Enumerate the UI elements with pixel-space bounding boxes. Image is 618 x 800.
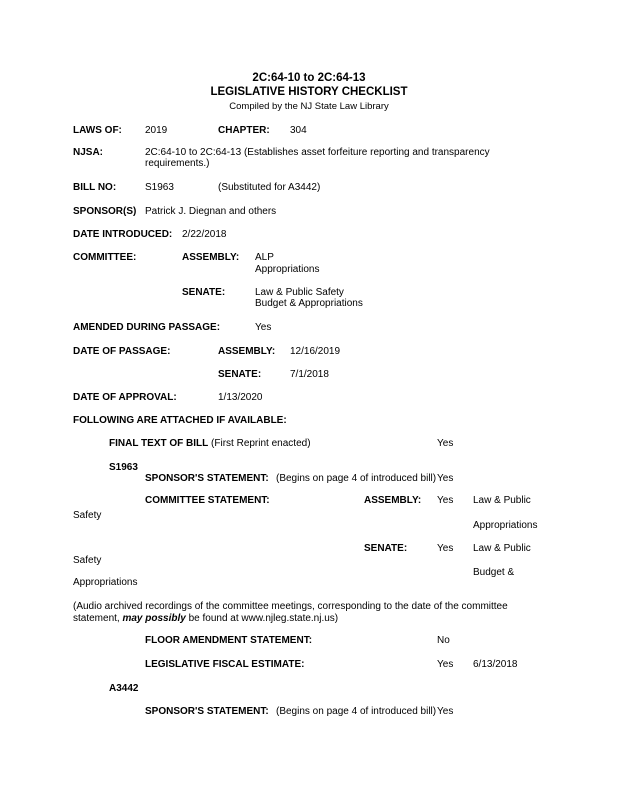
- s1963-assembly-value: Yes: [437, 495, 454, 506]
- s1963-bill: S1963: [109, 462, 138, 473]
- committee-senate-2: Budget & Appropriations: [255, 298, 363, 309]
- s1963-assembly-committee-2: Appropriations: [473, 520, 538, 531]
- chapter-label: CHAPTER:: [218, 125, 270, 136]
- s1963-senate-value: Yes: [437, 543, 454, 554]
- floor-value: No: [437, 635, 450, 646]
- bill-no-label: BILL NO:: [73, 182, 117, 193]
- s1963-assembly-committee-1: Law & Public: [473, 495, 531, 506]
- page-subtitle: LEGISLATIVE HISTORY CHECKLIST: [210, 86, 408, 98]
- committee-label: COMMITTEE:: [73, 252, 137, 263]
- laws-of-value: 2019: [145, 125, 168, 136]
- final-text-value: Yes: [437, 438, 454, 449]
- s1963-senate-label: SENATE:: [364, 543, 408, 554]
- sponsor-value: Patrick J. Diegnan and others: [145, 206, 277, 217]
- a3442-bill: A3442: [109, 683, 139, 694]
- s1963-senate-committee-2: Budget &: [473, 567, 515, 578]
- fiscal-value: Yes: [437, 659, 454, 670]
- final-text-note: (First Reprint enacted): [208, 438, 311, 449]
- fiscal-date: 6/13/2018: [473, 659, 518, 670]
- s1963-committee-label: COMMITTEE STATEMENT:: [145, 495, 270, 506]
- audio-note-emphasis: may possibly: [122, 613, 186, 624]
- a3442-sponsor-label: SPONSOR'S STATEMENT:: [145, 706, 269, 717]
- chapter-value: 304: [290, 125, 307, 136]
- a3442-sponsor-value: Yes: [437, 706, 454, 717]
- s1963-sponsor-value: Yes: [437, 473, 454, 484]
- s1963-senate-committee-1b: Safety: [73, 555, 102, 566]
- s1963-assembly-committee-1b: Safety: [73, 510, 102, 521]
- audio-note-2a: statement,: [73, 613, 123, 624]
- page-title: 2C:64-10 to 2C:64-13: [252, 72, 366, 84]
- committee-assembly-1: ALP: [255, 252, 274, 263]
- approval-label: DATE OF APPROVAL:: [73, 392, 177, 403]
- amended-value: Yes: [255, 322, 272, 333]
- committee-senate-1: Law & Public Safety: [255, 287, 344, 298]
- s1963-assembly-label: ASSEMBLY:: [364, 495, 422, 506]
- final-text-label: FINAL TEXT OF BILL: [109, 438, 209, 449]
- final-text-row: [109, 438, 311, 449]
- committee-assembly-label: ASSEMBLY:: [182, 252, 240, 263]
- passage-label: DATE OF PASSAGE:: [73, 346, 171, 357]
- s1963-senate-committee-1: Law & Public: [473, 543, 531, 554]
- njsa-label: NJSA:: [73, 147, 104, 158]
- audio-note-line2: [73, 613, 338, 624]
- passage-senate-label: SENATE:: [218, 369, 262, 380]
- committee-senate-label: SENATE:: [182, 287, 226, 298]
- date-introduced-label: DATE INTRODUCED:: [73, 229, 173, 240]
- approval-value: 1/13/2020: [218, 392, 263, 403]
- audio-note-2c: be found at www.njleg.state.nj.us): [185, 613, 339, 624]
- s1963-sponsor-label: SPONSOR'S STATEMENT:: [145, 473, 269, 484]
- sponsor-label: SPONSOR(S): [73, 206, 137, 217]
- s1963-sponsor-note: (Begins on page 4 of introduced bill): [276, 473, 437, 484]
- bill-no-value: S1963: [145, 182, 174, 193]
- date-introduced-value: 2/22/2018: [182, 229, 227, 240]
- committee-assembly-2: Appropriations: [255, 264, 320, 275]
- audio-note-line1: (Audio archived recordings of the committee meetings, corresponding to the date of the committee: [73, 601, 508, 612]
- passage-assembly-value: 12/16/2019: [290, 346, 341, 357]
- njsa-value: 2C:64-10 to 2C:64-13 (Establishes asset forfeiture reporting and transparency requirements.): [145, 147, 490, 169]
- s1963-senate-committee-2b: Appropriations: [73, 577, 138, 588]
- bill-no-note: (Substituted for A3442): [218, 182, 321, 193]
- passage-assembly-label: ASSEMBLY:: [218, 346, 276, 357]
- attached-label: FOLLOWING ARE ATTACHED IF AVAILABLE:: [73, 415, 287, 426]
- passage-senate-value: 7/1/2018: [290, 369, 329, 380]
- a3442-sponsor-note: (Begins on page 4 of introduced bill): [276, 706, 437, 717]
- floor-label: FLOOR AMENDMENT STATEMENT:: [145, 635, 313, 646]
- amended-label: AMENDED DURING PASSAGE:: [73, 322, 221, 333]
- fiscal-label: LEGISLATIVE FISCAL ESTIMATE:: [145, 659, 305, 670]
- compiled-by: Compiled by the NJ State Law Library: [229, 101, 389, 112]
- laws-of-label: LAWS OF:: [73, 125, 122, 136]
